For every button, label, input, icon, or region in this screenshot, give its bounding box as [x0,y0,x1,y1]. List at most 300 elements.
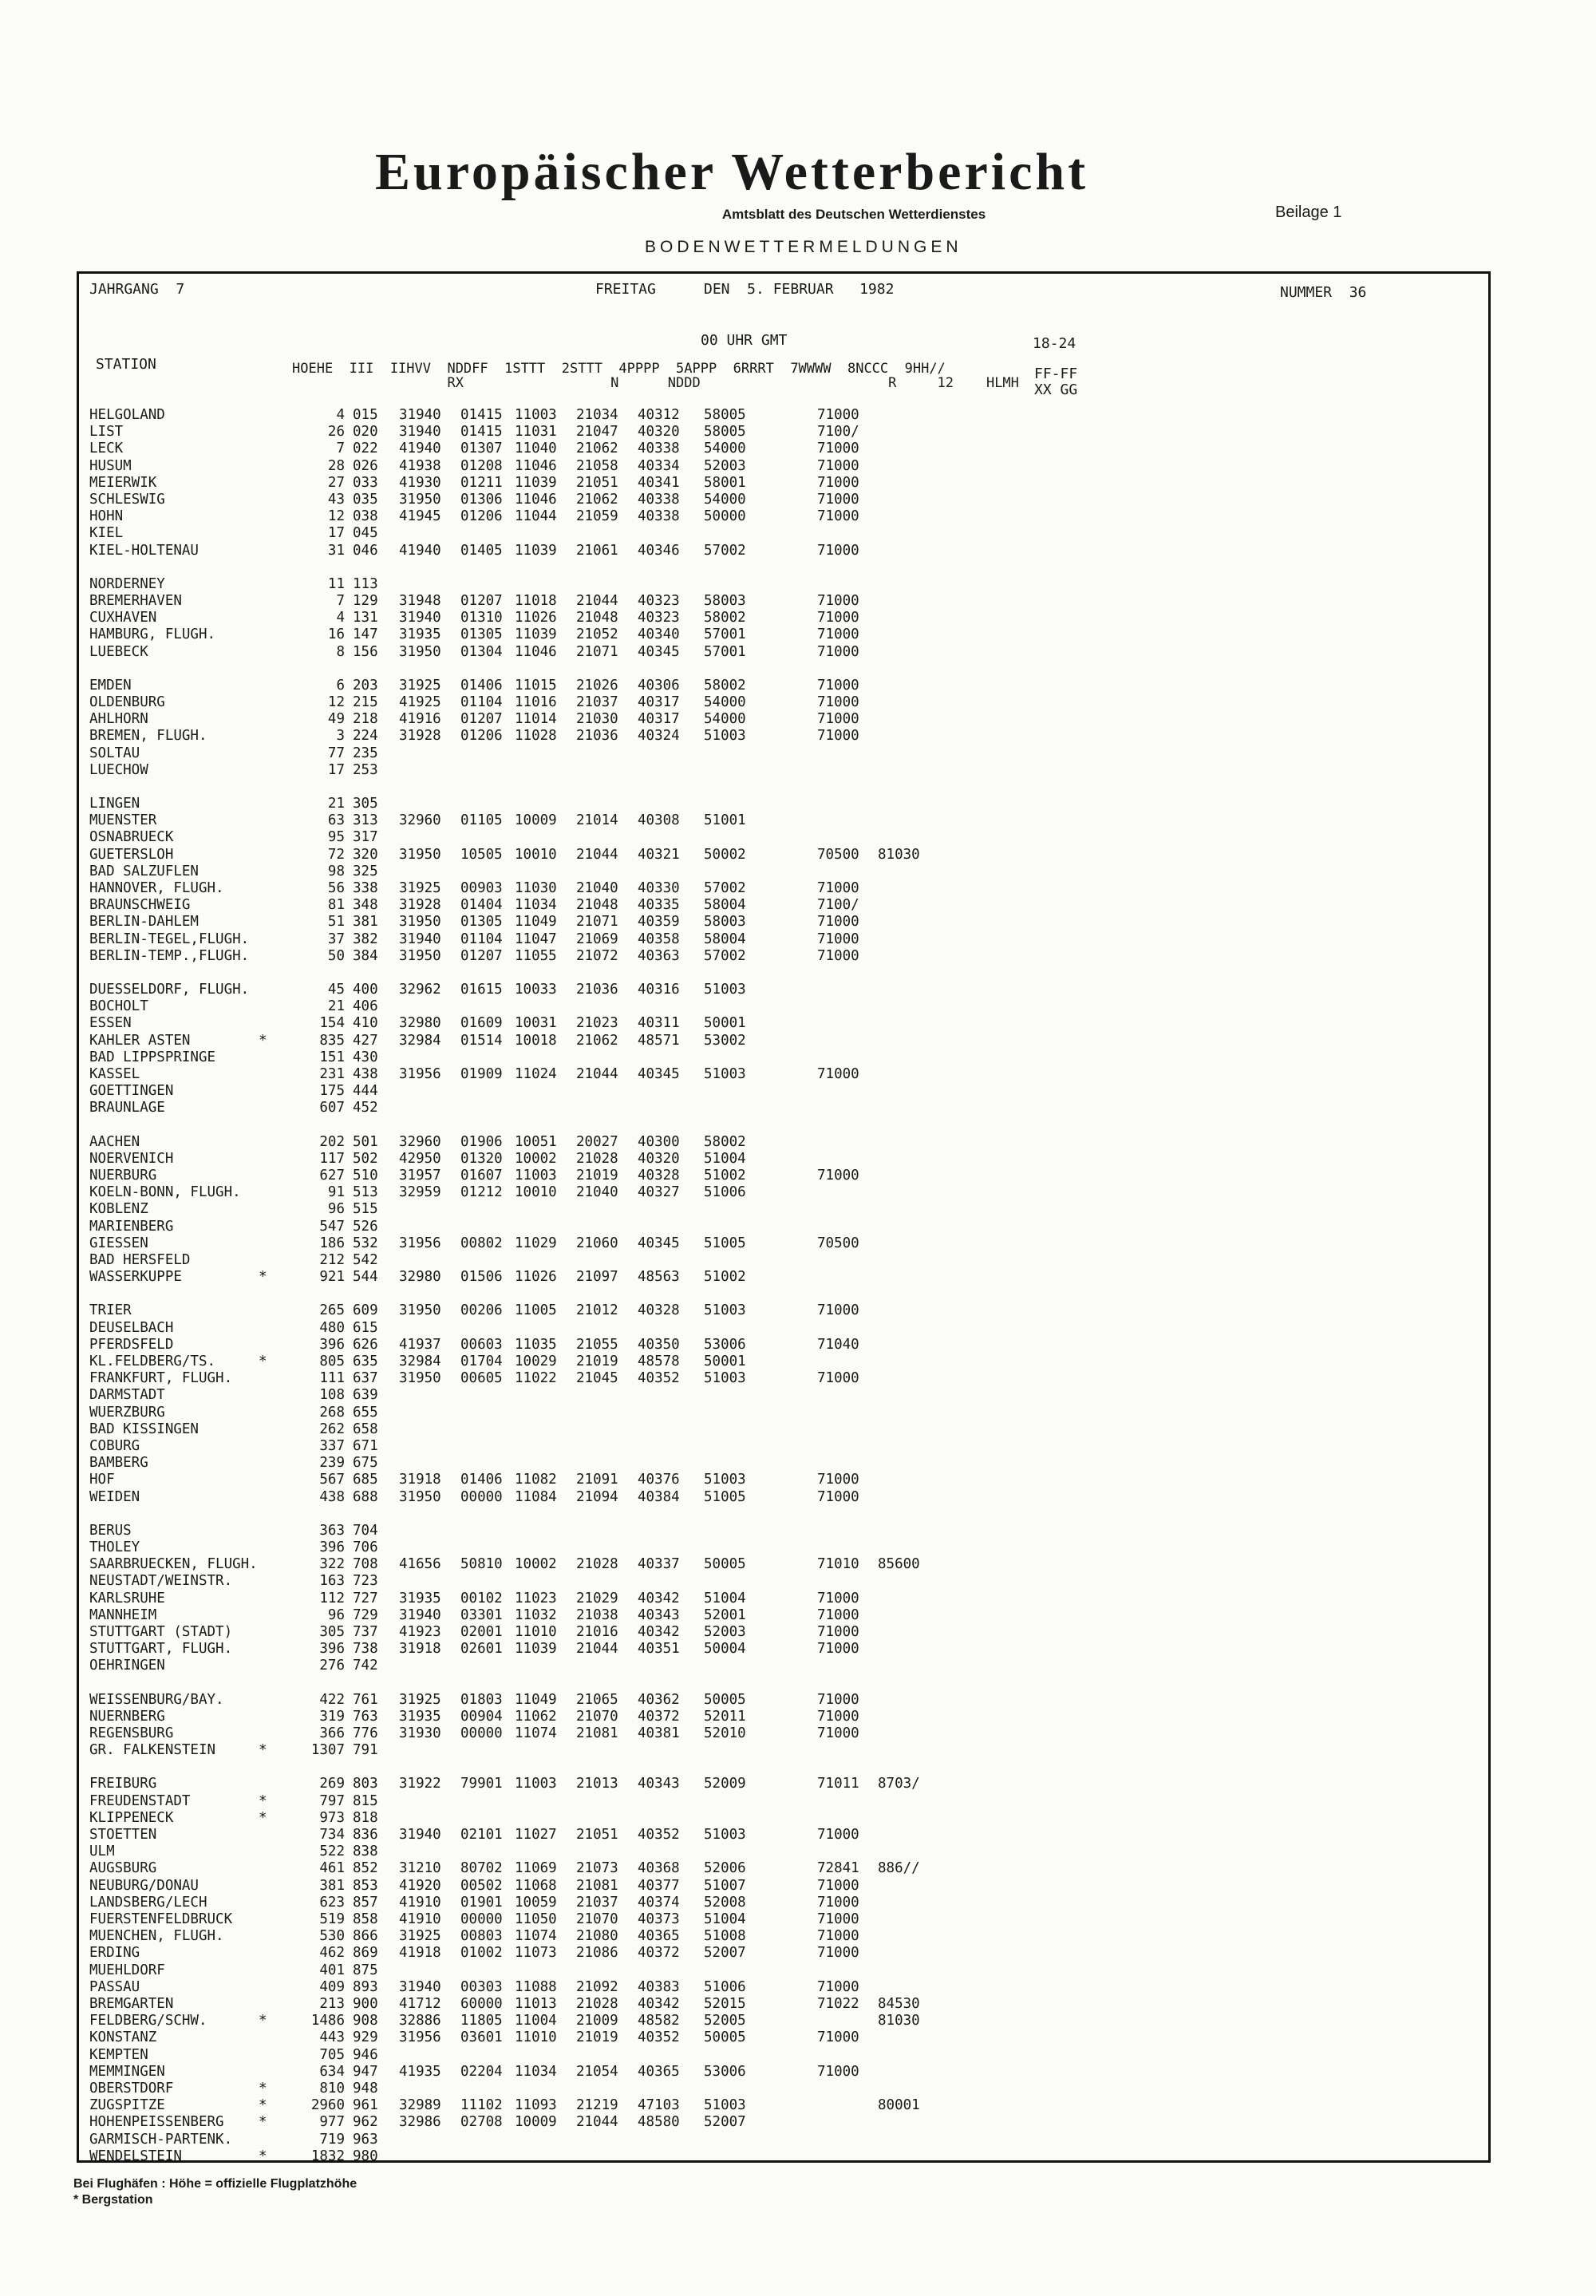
station-height: 31 [327,542,345,559]
station-number: 156 [353,643,378,660]
code-group: 41930 [399,474,441,491]
code-group: 21019 [576,1168,618,1184]
code-group: 11039 [515,1641,557,1658]
station-name: LUEBECK [89,643,148,660]
station-row [89,1472,1446,1488]
observation-time: 00 UHR GMT [701,332,788,349]
code-group: 40311 [638,1015,680,1032]
station-height: 973 [319,1809,345,1826]
code-group: 11050 [515,1911,557,1927]
station-row [89,728,1446,745]
station-name: KOELN-BONN, FLUGH. [89,1184,241,1201]
station-height: 462 [319,1945,345,1962]
station-number: 671 [353,1438,378,1454]
station-name: TRIER [89,1302,132,1319]
code-group: 21014 [576,812,618,829]
station-name: HAMBURG, FLUGH. [89,626,216,643]
station-number: 147 [353,626,378,643]
code-group: 52010 [704,1725,746,1741]
code-group: 00000 [460,1725,503,1741]
station-number: 857 [353,1894,378,1911]
code-group: 57002 [704,947,746,964]
code-group: 51005 [704,1488,746,1505]
code-group: 40381 [638,1725,680,1741]
station-name: NORDERNEY [89,575,165,592]
code-group: 11018 [515,593,557,609]
code-group: 58005 [704,424,746,441]
station-number: 626 [353,1336,378,1353]
code-group: 58003 [704,914,746,931]
station-row [89,2132,1446,2148]
station-row [89,1134,1446,1151]
code-group: 31940 [399,931,441,947]
code-group: 11062 [515,1708,557,1725]
mountain-station-marker: * [259,2097,267,2114]
station-height: 522 [319,1844,345,1860]
station-row [89,1962,1446,1979]
station-name: GOETTINGEN [89,1083,174,1100]
code-group: 21028 [576,1150,618,1167]
code-group: 31950 [399,1370,441,1387]
station-name: PFERDSFELD [89,1336,174,1353]
code-group: 50005 [704,1556,746,1573]
weather-group: 71000 [817,610,859,626]
station-name: WUERZBURG [89,1404,165,1421]
station-height: 77 [327,745,345,761]
station-height: 95 [327,829,345,846]
station-number: 038 [353,508,378,525]
code-group: 31950 [399,846,441,863]
code-group: 52003 [704,1624,746,1640]
code-group: 02708 [460,2114,503,2131]
code-group: 50001 [704,1353,746,1369]
code-group: 54000 [704,441,746,457]
station-row [89,1337,1446,1353]
code-group: 02101 [460,1827,503,1843]
code-group: 58004 [704,931,746,947]
code-group: 21091 [576,1472,618,1488]
code-group: 01514 [460,1032,503,1049]
code-group: 21069 [576,931,618,947]
station-name: SOLTAU [89,745,140,761]
station-name: OSNABRUECK [89,829,174,846]
station-height: 43 [327,492,345,508]
code-group: 11016 [515,694,557,710]
station-height: 705 [319,2046,345,2063]
station-number: 708 [353,1556,378,1573]
code-group: 21044 [576,2114,618,2131]
station-row [89,576,1446,593]
code-group: 40351 [638,1641,680,1658]
station-row [89,1083,1446,1100]
station-number: 444 [353,1083,378,1100]
code-group: 51005 [704,1235,746,1251]
weather-group: 71022 [817,1996,859,2012]
code-group: 51003 [704,1472,746,1488]
station-name: CUXHAVEN [89,610,157,626]
station-name: FREUDENSTADT [89,1792,191,1809]
station-height: 1307 [310,1742,345,1759]
code-group: 10002 [515,1150,557,1167]
mountain-station-marker: * [259,2148,267,2164]
station-row [89,1168,1446,1184]
station-name: MEIERWIK [89,474,157,491]
code-group: 11023 [515,1590,557,1606]
station-row [89,1066,1446,1083]
station-height: 21 [327,796,345,812]
station-name: WASSERKUPPE [89,1269,182,1286]
code-group: 41938 [399,457,441,474]
station-number: 338 [353,880,378,896]
station-height: 810 [319,2081,345,2096]
station-name: GUETERSLOH [89,846,174,863]
station-name: DUESSELDORF, FLUGH. [89,982,250,998]
cloud-group: 886// [878,1860,920,1877]
code-group: 50005 [704,2029,746,2046]
code-group: 11004 [515,2013,557,2029]
code-group: 51003 [704,1370,746,1387]
code-group: 31950 [399,1302,441,1319]
station-row [89,1049,1446,1066]
code-group: 50005 [704,1691,746,1708]
mountain-station-marker: * [259,1742,267,1759]
code-group: 01901 [460,1894,503,1911]
weather-group: 71040 [817,1336,859,1353]
station-height: 634 [319,2063,345,2080]
code-group: 31956 [399,1066,441,1082]
code-group: 48580 [638,2114,680,2131]
code-group: 10009 [515,2114,557,2131]
code-group: 31922 [399,1776,441,1792]
station-row [89,1742,1446,1759]
weather-group: 71000 [817,1606,859,1623]
station-number: 544 [353,1269,378,1286]
code-group: 10051 [515,1133,557,1150]
code-group: 58002 [704,1133,746,1150]
station-name: HOF [89,1472,115,1488]
code-group: 02204 [460,2063,503,2080]
station-row [89,626,1446,643]
weather-group: 71000 [817,711,859,728]
code-group: 01415 [460,424,503,441]
code-group: 21044 [576,1641,618,1658]
code-group: 31950 [399,947,441,964]
station-height: 1832 [310,2148,345,2164]
code-group: 21094 [576,1488,618,1505]
code-group: 32989 [399,2097,441,2114]
code-group: 01405 [460,542,503,559]
code-group: 21080 [576,1928,618,1945]
code-group: 52007 [704,2114,746,2131]
weather-group: 71000 [817,593,859,609]
code-group: 50004 [704,1641,746,1658]
weather-group: 71000 [817,1472,859,1488]
code-group: 52008 [704,1894,746,1911]
section-title: BODENWETTERMELDUNGEN [645,238,962,256]
station-name: AACHEN [89,1133,140,1150]
code-group: 41656 [399,1556,441,1573]
weather-group: 71000 [817,728,859,745]
code-group: 21062 [576,492,618,508]
station-number: 384 [353,947,378,964]
station-height: 366 [319,1725,345,1741]
station-row [89,2114,1446,2131]
station-height: 265 [319,1302,345,1319]
ff-header-2: XX GG [1034,381,1078,398]
station-name: WENDELSTEIN [89,2148,182,2164]
station-number: 893 [353,1978,378,1995]
station-number: 763 [353,1708,378,1725]
code-group: 40312 [638,407,680,423]
code-group: 40342 [638,1996,680,2012]
code-group: 21048 [576,897,618,914]
station-name: LIST [89,424,124,441]
code-group: 40345 [638,643,680,660]
code-group: 31956 [399,1235,441,1251]
code-group: 60000 [460,1996,503,2012]
code-group: 00803 [460,1928,503,1945]
code-group: 48578 [638,1353,680,1369]
station-number: 615 [353,1319,378,1336]
code-group: 51003 [704,982,746,998]
code-group: 31940 [399,1606,441,1623]
station-height: 438 [319,1488,345,1505]
station-row [89,1827,1446,1844]
code-group: 21061 [576,542,618,559]
code-group: 01208 [460,457,503,474]
weather-group: 71000 [817,1488,859,1505]
code-group: 31925 [399,1691,441,1708]
code-group: 40320 [638,424,680,441]
code-group: 41923 [399,1624,441,1640]
code-group: 00303 [460,1978,503,1995]
station-row [89,407,1446,424]
station-name: LECK [89,441,124,457]
code-group: 11049 [515,1691,557,1708]
station-height: 547 [319,1218,345,1235]
code-group: 40328 [638,1302,680,1319]
code-group: 00802 [460,1235,503,1251]
station-height: 56 [327,880,345,896]
station-row [89,1100,1446,1116]
weather-group: 71000 [817,947,859,964]
code-group: 21045 [576,1370,618,1387]
station-row [89,711,1446,728]
code-group: 32980 [399,1015,441,1032]
code-group: 32980 [399,1269,441,1286]
code-group: 51003 [704,1302,746,1319]
code-group: 10009 [515,812,557,829]
code-group: 11049 [515,914,557,931]
station-number: 963 [353,2131,378,2148]
code-group: 10033 [515,982,557,998]
station-height: 422 [319,1691,345,1708]
code-group: 53006 [704,1336,746,1353]
station-height: 519 [319,1911,345,1927]
station-height: 627 [319,1168,345,1184]
code-group: 00206 [460,1302,503,1319]
weather-group: 70500 [817,846,859,863]
code-group: 41925 [399,694,441,710]
code-group: 57001 [704,626,746,643]
station-row [89,1692,1446,1709]
station-name: BERLIN-DAHLEM [89,914,199,931]
code-group: 40316 [638,982,680,998]
station-number: 737 [353,1624,378,1640]
station-row [89,644,1446,661]
station-name: KLIPPENECK [89,1809,174,1826]
station-row [89,1438,1446,1455]
station-name: BERUS [89,1522,132,1539]
code-group: 52006 [704,1860,746,1877]
code-group: 52009 [704,1776,746,1792]
code-group: 51001 [704,812,746,829]
station-row [89,897,1446,914]
station-height: 363 [319,1522,345,1539]
station-row [89,1810,1446,1827]
code-group: 21051 [576,1827,618,1843]
station-row [89,1489,1446,1506]
code-group: 31948 [399,593,441,609]
code-group: 11014 [515,711,557,728]
station-name: FREIBURG [89,1776,157,1792]
cloud-group: 8703/ [878,1776,920,1792]
station-row [89,982,1446,998]
station-height: 11 [327,575,345,592]
code-group: 50001 [704,1015,746,1032]
code-group: 01206 [460,728,503,745]
code-group: 40338 [638,508,680,525]
code-group: 21047 [576,424,618,441]
station-row [89,1320,1446,1337]
code-group: 21028 [576,1556,618,1573]
station-row [89,593,1446,610]
code-group: 40374 [638,1894,680,1911]
station-name: HOHENPEISSENBERG [89,2114,224,2131]
code-group: 02001 [460,1624,503,1640]
code-group: 21065 [576,1691,618,1708]
code-group: 51003 [704,1827,746,1843]
code-group: 10505 [460,846,503,863]
code-group: 11013 [515,1996,557,2012]
station-height: 623 [319,1894,345,1911]
code-header-line2: RX N NDDD R 12 HLMH [292,375,1019,391]
station-row [89,1015,1446,1032]
code-group: 21097 [576,1269,618,1286]
station-row [89,1421,1446,1438]
code-group: 00904 [460,1708,503,1725]
code-group: 01305 [460,914,503,931]
station-row [89,678,1446,694]
station-height: 213 [319,1996,345,2012]
weather-group: 71000 [817,441,859,457]
code-group: 11022 [515,1370,557,1387]
code-group: 40340 [638,626,680,643]
weather-group: 71000 [817,1302,859,1319]
station-number: 502 [353,1150,378,1167]
code-group: 11029 [515,1235,557,1251]
station-name: LUECHOW [89,761,148,778]
code-group: 31950 [399,643,441,660]
code-group: 41712 [399,1996,441,2012]
code-group: 40337 [638,1556,680,1573]
station-name: AUGSBURG [89,1860,157,1877]
code-group: 21038 [576,1606,618,1623]
station-row [89,1184,1446,1201]
station-name: MUENSTER [89,812,157,829]
station-number: 348 [353,897,378,914]
station-height: 151 [319,1049,345,1065]
station-height: 322 [319,1556,345,1573]
station-number: 400 [353,982,378,998]
code-group: 11046 [515,457,557,474]
station-name: EMDEN [89,677,132,694]
weather-group: 71000 [817,1725,859,1741]
station-row [89,1793,1446,1810]
station-name: HANNOVER, FLUGH. [89,880,224,896]
code-group: 21051 [576,474,618,491]
code-group: 54000 [704,492,746,508]
weather-group: 71000 [817,931,859,947]
station-row [89,829,1446,846]
station-number: 980 [353,2148,378,2164]
station-row [89,847,1446,863]
code-group: 01211 [460,474,503,491]
code-group: 31950 [399,914,441,931]
station-name: GR. FALKENSTEIN [89,1742,216,1759]
code-group: 40376 [638,1472,680,1488]
code-group: 40306 [638,677,680,694]
station-row [89,1945,1446,1962]
station-name: DEUSELBACH [89,1319,174,1336]
code-group: 57001 [704,643,746,660]
mountain-station-marker: * [259,1269,267,1286]
station-height: 607 [319,1100,345,1116]
station-name: HUSUM [89,457,132,474]
station-number: 542 [353,1252,378,1268]
code-group: 21019 [576,1353,618,1369]
station-name: BAMBERG [89,1455,148,1472]
station-height: 112 [319,1590,345,1606]
code-group: 01305 [460,626,503,643]
station-name: ERDING [89,1945,140,1962]
code-group: 40338 [638,441,680,457]
station-height: 734 [319,1827,345,1843]
station-number: 866 [353,1928,378,1945]
station-row [89,1573,1446,1590]
station-header: STATION [96,356,156,373]
code-group: 01406 [460,1472,503,1488]
station-number: 026 [353,457,378,474]
station-name: BOCHOLT [89,998,148,1015]
station-row [89,1302,1446,1319]
code-group: 21081 [576,1725,618,1741]
station-row [89,1895,1446,1911]
code-group: 11074 [515,1928,557,1945]
station-name: GIESSEN [89,1235,148,1251]
weather-group: 70500 [817,1235,859,1251]
code-group: 11102 [460,2097,503,2114]
station-number: 655 [353,1404,378,1421]
station-name: BERLIN-TEGEL,FLUGH. [89,931,250,947]
code-group: 40383 [638,1978,680,1995]
code-group: 01906 [460,1133,503,1150]
station-height: 567 [319,1472,345,1488]
code-group: 40377 [638,1877,680,1894]
station-number: 305 [353,796,378,812]
station-name: BAD LIPPSPRINGE [89,1049,216,1065]
cloud-group: 81030 [878,2013,920,2029]
